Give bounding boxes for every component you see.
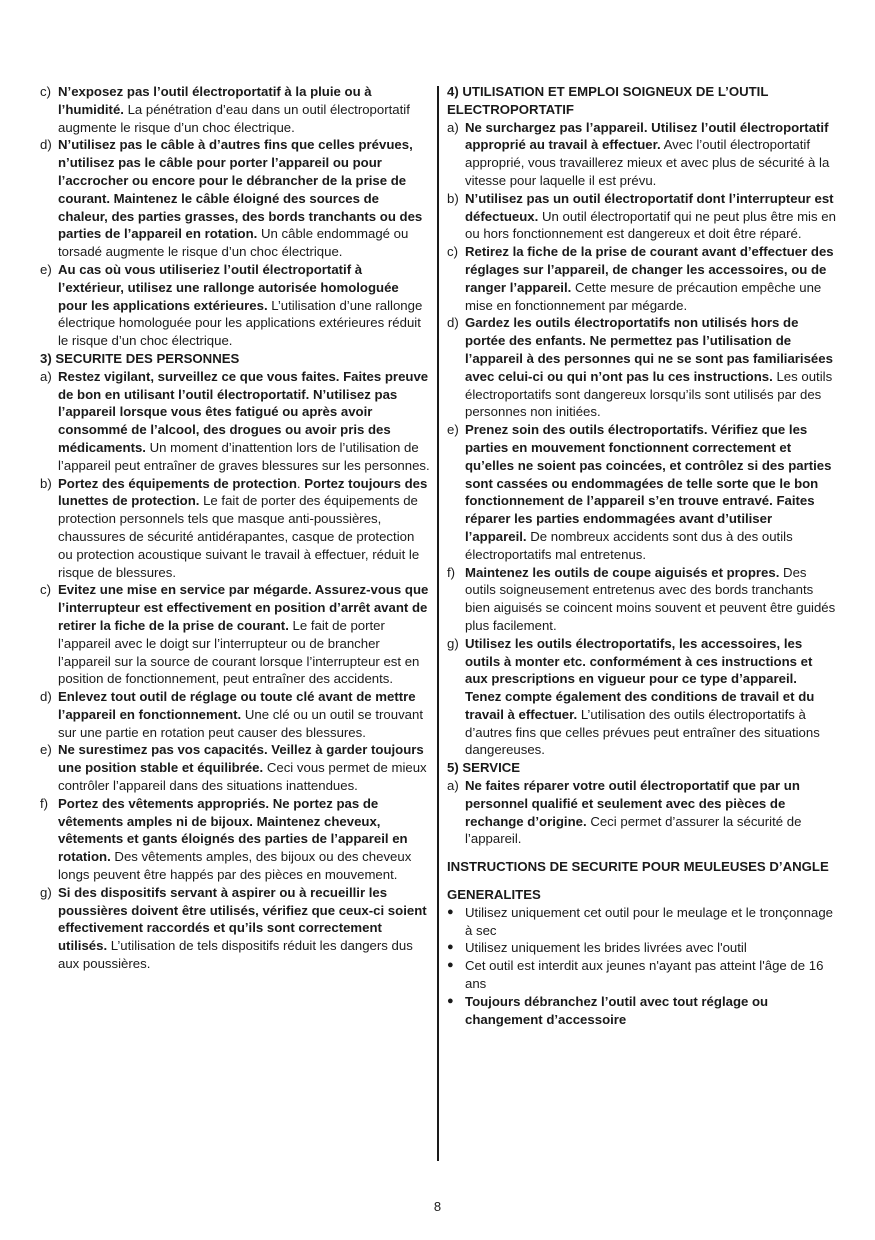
list-item (447, 777, 837, 848)
item-text (465, 119, 837, 190)
explanation-text: Des vêtements amples, des bijoux ou des cheveux longs peuvent être happés par des pièces en mouvement. (58, 849, 412, 883)
explanation-text: Utilisez uniquement les brides livrées avec l'outil (465, 940, 747, 956)
bold-instruction: Maintenez les outils de coupe aiguisés et propres. (465, 564, 780, 580)
item-label: e) (40, 742, 52, 758)
item-label: d) (40, 137, 52, 153)
item-text (465, 190, 837, 243)
item-text (58, 581, 430, 688)
item-text (58, 83, 430, 136)
item-text (58, 741, 430, 794)
item-text (58, 884, 430, 973)
list-item (447, 190, 837, 243)
item-label: b) (447, 190, 459, 206)
explanation-text: De nombreux accidents sont dus à des outils électroportatifs mal entretenus. (465, 528, 793, 562)
explanation-text: Une clé ou un outil se trouvant sur une partie en rotation peut causer des blessures. (58, 706, 423, 740)
column-divider (437, 86, 439, 1161)
list-item (40, 884, 430, 973)
explanation-text: L’utilisation des outils électroportatifs à d’autres fins que celles prévues peut entraîner des situations dangereuses. (465, 706, 820, 758)
item-text (465, 564, 837, 635)
bold-instruction: Ne surchargez pas l’appareil. Utilisez l’outil électroportatif approprié au travail à effectuer. (465, 119, 829, 153)
bullet-item (447, 993, 837, 1029)
list-item (447, 314, 837, 421)
bold-instruction: Portez toujours des lunettes de protection. (58, 475, 428, 509)
explanation-text: Le fait de porter l’appareil avec le doigt sur l’interrupteur ou de brancher l’appareil sur la source de courant lorsque l’interrupteur est en position de fonctionnement, peut entraîner des accidents. (58, 617, 420, 687)
section-heading: 5) SERVICE (447, 760, 521, 776)
item-text (58, 136, 430, 261)
item-text (58, 475, 430, 582)
section-spacer (447, 848, 837, 858)
explanation-text: L’utilisation d’une rallonge électrique homologuée pour les applications extérieures réduit le risque d’un choc électrique. (58, 297, 423, 349)
bullet-marker: ● (447, 994, 454, 1007)
bold-instruction: Utilisez les outils électroportatifs, les accessoires, les outils à monter etc. conformément à ces instructions et aux prescriptions en vigueur pour ce type d’appareil. Tenez compte également des conditions de travail et du travail à effectuer. (465, 635, 815, 722)
list-item (447, 564, 837, 635)
list-item (40, 368, 430, 475)
bold-instruction: N’exposez pas l’outil électroportatif à la pluie ou à l’humidité. (58, 84, 372, 117)
item-label: d) (40, 689, 52, 705)
section-spacer (447, 876, 837, 886)
item-label: c) (40, 84, 51, 99)
bold-instruction: Portez des équipements de protection (58, 475, 297, 491)
explanation-text: Ceci permet d’assurer la sécurité de l’appareil. (465, 813, 802, 847)
item-text (465, 939, 837, 957)
list-item (447, 635, 837, 760)
item-text (465, 243, 837, 314)
bullet-marker: ● (447, 905, 454, 918)
explanation-text: Utilisez uniquement cet outil pour le meulage et le tronçonnage à sec (465, 904, 834, 938)
item-label: a) (447, 119, 459, 135)
explanation-text: Avec l’outil électroportatif approprié, vous travaillerez mieux et avec plus de sécurité à la vitesse pour laquelle il est prévu. (465, 137, 830, 188)
bullet-item (447, 939, 837, 957)
explanation-text: La pénétration d’eau dans un outil électroportatif augmente le risque d’un choc électrique. (58, 101, 410, 135)
bold-instruction: Restez vigilant, surveillez ce que vous faites. Faites preuve de bon en utilisant l’outil électroportatif. N’utilisez pas l’appareil lorsque vous êtes fatigué ou après avoir consommé de l’alcool, des drogues ou avoir pris des médicaments. (58, 368, 429, 455)
list-item (40, 261, 430, 350)
list-item (40, 741, 430, 794)
item-label: c) (447, 244, 458, 260)
bold-instruction: Enlevez tout outil de réglage ou toute clé avant de mettre l’appareil en fonctionnement. (58, 689, 416, 722)
explanation-text: Un moment d’inattention lors de l’utilisation de l’appareil peut entraîner de graves blessures sur les personnes. (58, 439, 430, 473)
bold-instruction: Ne surestimez pas vos capacités. Veillez à garder toujours une position stable et équilibrée. (58, 742, 424, 776)
page-number: 8 (433, 1199, 442, 1214)
item-text (465, 957, 837, 993)
list-item (447, 243, 837, 314)
item-label: a) (40, 368, 52, 384)
explanation-text: Ceci vous permet de mieux contrôler l’appareil dans des situations inattendues. (58, 760, 427, 794)
bold-instruction: Toujours débranchez l’outil avec tout réglage ou changement d’accessoire (465, 993, 769, 1027)
item-text (58, 795, 430, 884)
list-item (40, 581, 430, 688)
explanation-text: L’utilisation de tels dispositifs réduit les dangers dus aux poussières. (58, 938, 413, 972)
section-heading: INSTRUCTIONS DE SECURITE POUR MEULEUSES D’ANGLE (447, 859, 829, 875)
item-label: c) (40, 582, 51, 598)
item-text (465, 904, 837, 940)
item-label: g) (447, 635, 459, 651)
explanation-text: . (296, 475, 305, 491)
item-label: e) (40, 261, 52, 277)
item-label: e) (447, 422, 459, 438)
explanation-text: Le fait de porter des équipements de protection personnels tels que masque anti-poussières, chaussures de sécurité antidérapantes, casque de protection ou protection acoustique suivant le travail à effectuer, réduit le risque de blessures. (58, 493, 420, 580)
section-heading: GENERALITES (447, 887, 541, 903)
bold-instruction: N’utilisez pas le câble à d’autres fins que celles prévues, n’utilisez pas le câble pour porter l’appareil ou pour l’accrocher ou encore pour le débrancher de la prise de courant. Maintenez le câble éloigné des sources de chaleur, des parties grasses, des bords tranchants ou des parties de l’appareil en rotation. (58, 137, 423, 242)
list-item (40, 83, 430, 136)
bold-instruction: Prenez soin des outils électroportatifs. Vérifiez que les parties en mouvement fonctionnent correctement et qu’elles ne soient pas coincées, et contrôlez si des parties sont cassées ou endommagées de telle sorte que le bon fonctionnement de l’appareil s’en trouve entravé. Faites réparer les parties endommagées avant d’utiliser l’appareil. (465, 422, 832, 544)
list-item (40, 688, 430, 741)
list-item (447, 421, 837, 563)
item-text (465, 314, 837, 421)
right-column (447, 83, 837, 1028)
bold-instruction: Retirez la fiche de la prise de courant avant d’effectuer des réglages sur l’appareil, de changer les accessoires, ou de ranger l’appareil. (465, 244, 834, 295)
explanation-text: Cette mesure de précaution empêche une mise en fonctionnement par mégarde. (465, 279, 822, 313)
list-item (447, 119, 837, 190)
item-text (465, 777, 837, 848)
item-text (58, 261, 430, 350)
section-heading: 3) SECURITE DES PERSONNES (40, 350, 240, 366)
item-text (465, 993, 837, 1029)
item-label: f) (40, 795, 49, 811)
bullet-marker: ● (447, 959, 454, 972)
bold-instruction: Au cas où vous utiliseriez l’outil électroportatif à l’extérieur, utilisez une rallonge autorisée homologuée pour les applications extérieures. (58, 261, 399, 313)
list-item (40, 795, 430, 884)
bold-instruction: N’utilisez pas un outil électroportatif dont l’interrupteur est défectueux. (465, 190, 834, 224)
explanation-text: Des outils soigneusement entretenus avec des bords tranchants bien aiguisés se coincent moins souvent et peuvent être guidés plus facilement. (465, 564, 836, 633)
list-item (40, 136, 430, 261)
explanation-text: Un câble endommagé ou torsadé augmente le risque d’un choc électrique. (58, 226, 409, 260)
bullet-item (447, 904, 837, 940)
item-text (465, 635, 837, 760)
bold-instruction: Evitez une mise en service par mégarde. Assurez-vous que l’interrupteur est effectivement en position d’arrêt avant de retirer la fiche de la prise de courant. (58, 582, 429, 633)
bullet-item (447, 957, 837, 993)
bold-instruction: Gardez les outils électroportatifs non utilisés hors de portée des enfants. Ne permettez pas l’utilisation de l’appareil à des personnes qui ne se sont pas familiarisées avec celui-ci ou qui n’ont pas lu ces instructions. (465, 315, 833, 384)
left-column (40, 83, 430, 973)
section-heading: 4) UTILISATION ET EMPLOI SOIGNEUX DE L’OUTIL ELECTROPORTATIF (447, 84, 769, 117)
item-label: b) (40, 475, 52, 491)
item-text (58, 688, 430, 741)
item-text (58, 368, 430, 475)
item-label: a) (447, 778, 459, 794)
item-text (465, 421, 837, 563)
bold-instruction: Portez des vêtements appropriés. Ne portez pas de vêtements amples ni de bijoux. Maintenez cheveux, vêtements et gants éloignés des parties de l’appareil en rotation. (58, 795, 408, 865)
bold-instruction: Ne faites réparer votre outil électroportatif que par un personnel qualifié et seulement avec des pièces de rechange d’origine. (465, 778, 800, 829)
explanation-text: Cet outil est interdit aux jeunes n'ayant pas atteint l'âge de 16 ans (465, 958, 824, 992)
item-label: f) (447, 564, 456, 580)
list-item (40, 475, 430, 582)
item-label: g) (40, 884, 52, 900)
bullet-marker: ● (447, 941, 454, 954)
bold-instruction: Si des dispositifs servant à aspirer ou à recueillir les poussières doivent être utilisés, vérifiez que ceux-ci soient effectivement raccordés et qu’ils sont correctement utilisés. (58, 884, 427, 954)
item-label: d) (447, 315, 459, 331)
explanation-text: Un outil électroportatif qui ne peut plus être mis en ou hors fonctionnement est dangereux et doit être réparé. (465, 208, 836, 242)
explanation-text: Les outils électroportatifs sont dangereux lorsqu’ils sont utilisés par des personnes non initiées. (465, 368, 833, 420)
